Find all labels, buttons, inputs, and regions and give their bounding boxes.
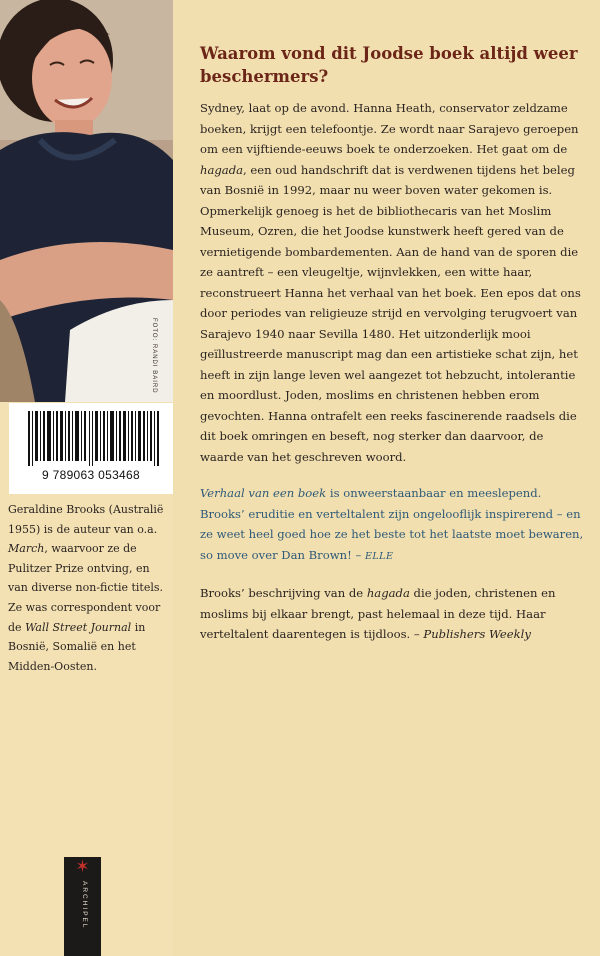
isbn-number: 9 789063 053468 <box>42 468 140 482</box>
publisher-logo <box>64 857 101 956</box>
author-bio: Geraldine Brooks (Australië 1955) is de auteur van o.a. March, waarvoor ze de Pulitzer Prize ontving, en van diverse non-fictie titels. Ze was correspondent voor de Wall Street Journal in Bosnië, Somalië en het Midden-Oosten. <box>8 503 164 673</box>
bio-book-title: March <box>8 542 45 556</box>
review-source-elle: ELLE <box>364 550 394 562</box>
barcode-bars <box>28 411 160 466</box>
barcode <box>9 403 173 494</box>
blurb-heading: Waarom vond dit Joodse boek altijd weer beschermers? <box>200 44 578 86</box>
back-cover-text <box>200 42 586 645</box>
bio-newspaper: Wall Street Journal <box>25 620 132 634</box>
review-elle: Verhaal van een boek is onweerstaanbaar en meeslepend. Brooks’ eruditie en verteltalent zijn ongelooflijk inspirerend – en ze weet heel goed hoe ze het beste tot het laatste moet bewaren, so move over Dan Brown! – ELLE <box>200 486 584 562</box>
photo-credit: FOTO: RANDI BAIRD <box>151 318 157 394</box>
left-column <box>0 0 173 956</box>
author-portrait-image <box>0 0 173 402</box>
review-publishers-weekly: Brooks’ beschrijving van de hagada die joden, christenen en moslims bij elkaar brengt, past helemaal in deze tijd. Haar verteltalent daarentegen is tijdloos. – Publishers Weekly <box>200 586 556 641</box>
blurb-paragraph: Sydney, laat op de avond. Hanna Heath, conservator zeldzame boeken, krijgt een telefoontje. Ze wordt naar Sarajevo geroepen om een vijftiende-eeuws boek te onderzoeken. Het gaat om de hagada, een oud handschrift dat is verdwenen tijdens het beleg van Bosnië in 1992, maar nu weer boven water gekomen is. Opmerkelijk genoeg is het de bibliothecaris van het Moslim Museum, Ozren, die het Joodse kunstwerk heeft gered van de vernietigende bombardementen. Aan de hand van de sporen die ze aantreft – een vleugeltje, wijnvlekken, een witte haar, reconstrueert Hanna het verhaal van het boek. Een epos dat ons door periodes van religieuze strijd en vervolging terugvoert van Sarajevo 1940 naar Sevilla 1480. Het uitzonderlijk mooi geïllustreerde manuscript mag dan een artistieke schat zijn, het heeft in zijn lange leven wel aangezet tot hebzucht, intolerantie en moordlust. Joden, moslims en christenen hebben erom gevochten. Hanna ontrafelt een reeks fascinerende raadsels die dit boek omringen en beseft, nog sterker dan daarvoor, de waarde van het geschreven woord. <box>200 101 581 464</box>
publisher-star-icon: ✶ <box>75 857 90 877</box>
author-photo <box>0 0 173 402</box>
review-source-pw: Publishers Weekly <box>423 627 531 641</box>
publisher-name: ARCHIPEL <box>81 881 88 930</box>
review-book-title: Verhaal van een boek <box>200 486 327 500</box>
